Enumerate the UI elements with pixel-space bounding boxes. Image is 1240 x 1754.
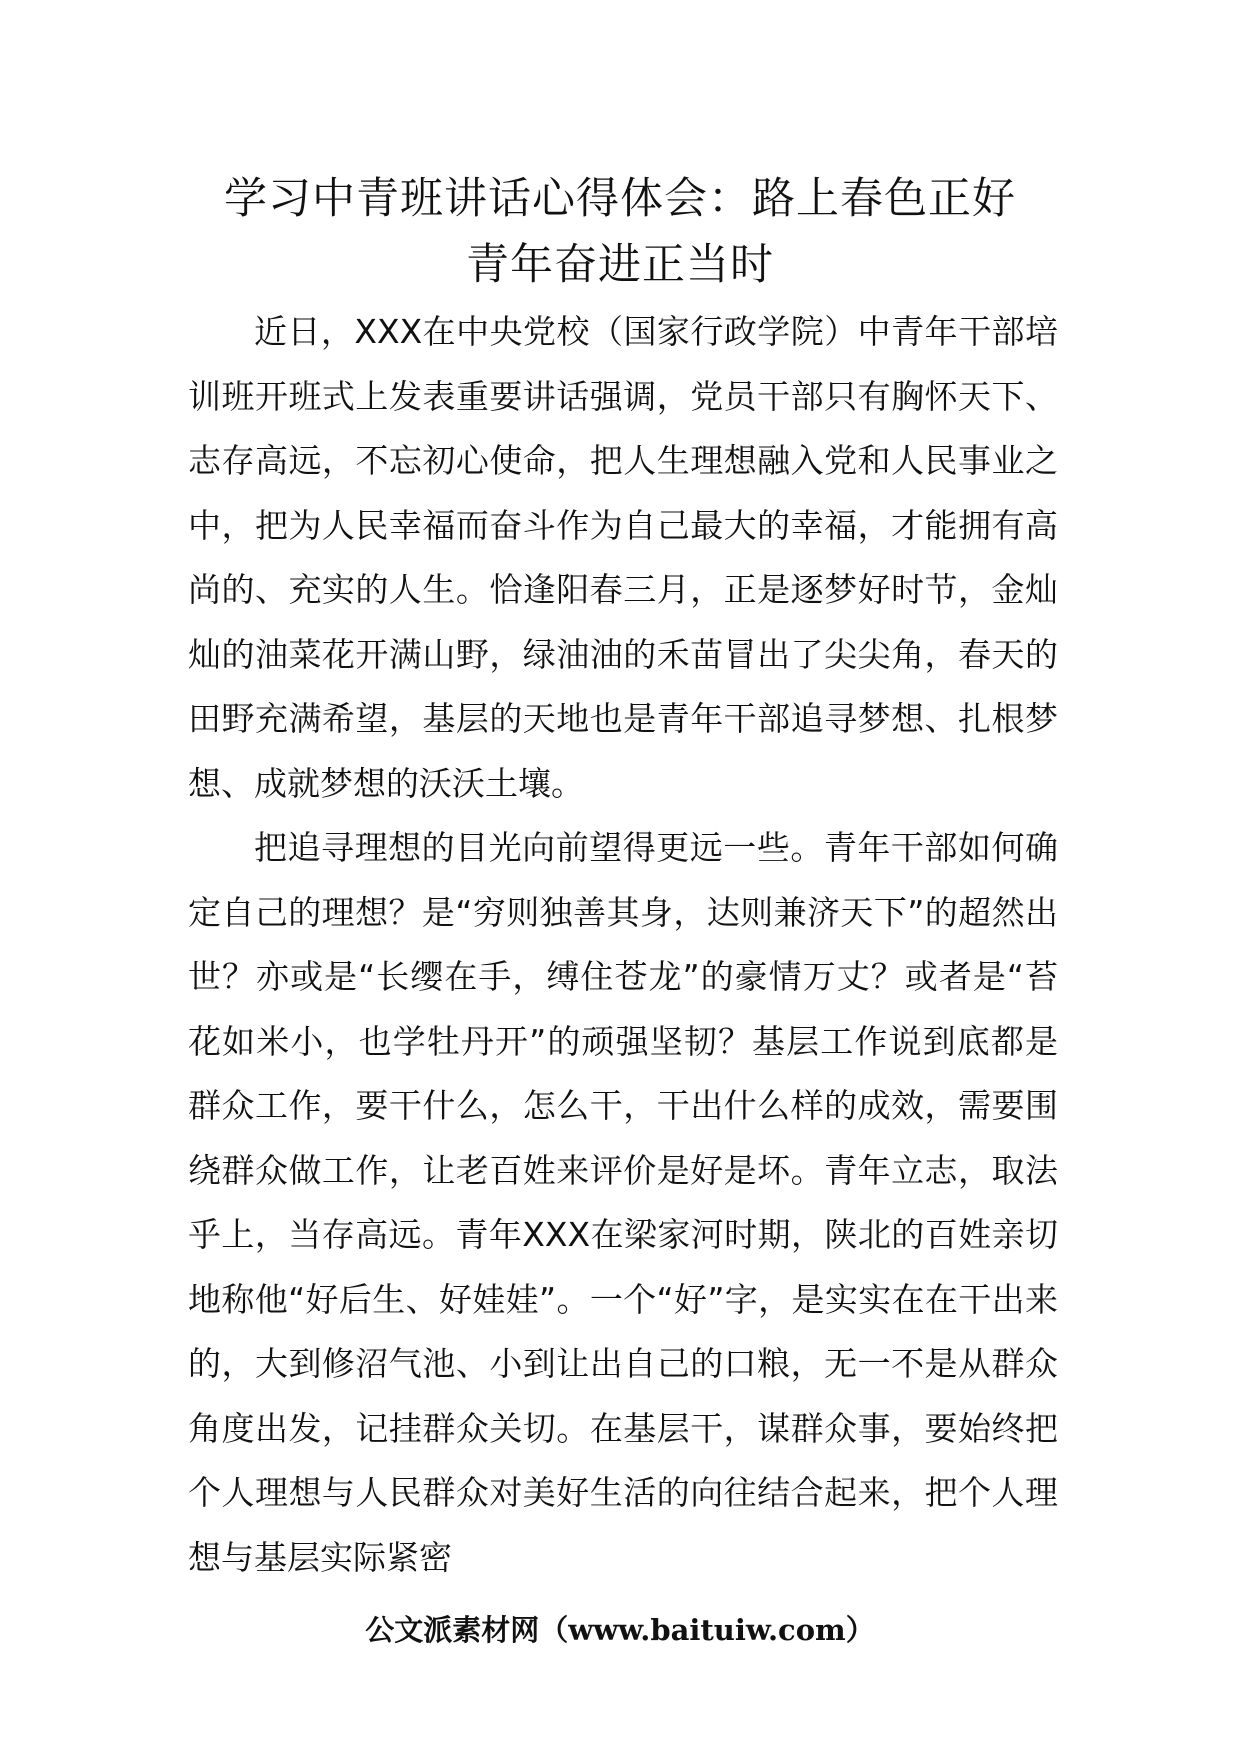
title-line-1: 学习中青班讲话心得体会：路上春色正好: [224, 174, 1016, 224]
document-body: [188, 300, 1058, 1590]
title-line-2: 青年奋进正当时: [466, 240, 774, 290]
paragraph-2: 把追寻理想的目光向前望得更远一些。青年干部如何确定自己的理想？是“穷则独善其身，达则兼济天下”的超然出世？亦或是“长缨在手，缚住苍龙”的豪情万丈？或者是“苔花如米小，也学牡丹开”的顽强坚韧？基层工作说到底都是群众工作，要干什么，怎么干，干出什么样的成效，需要围绕群众做工作，让老百姓来评价是好是坏。青年立志，取法乎上，当存高远。青年XXX在梁家河时期，陕北的百姓亲切地称他“好后生、好娃娃”。一个“好”字，是实实在在干出来的，大到修沼气池、小到让出自己的口粮，无一不是从群众角度出发，记挂群众关切。在基层干，谋群众事，要始终把个人理想与人民群众对美好生活的向往结合起来，把个人理想与基层实际紧密: [188, 828, 1058, 1577]
watermark-footer: 公文派素材网（www.baituiw.com）: [365, 1613, 875, 1647]
paragraph-1: 近日，XXX在中央党校（国家行政学院）中青年干部培训班开班式上发表重要讲话强调，党员干部只有胸怀天下、志存高远，不忘初心使命，把人生理想融入党和人民事业之中，把为人民幸福而奋斗作为自己最大的幸福，才能拥有高尚的、充实的人生。恰逢阳春三月，正是逐梦好时节，金灿灿的油菜花开满山野，绿油油的禾苗冒出了尖尖角，春天的田野充满希望，基层的天地也是青年干部追寻梦想、扎根梦想、成就梦想的沃沃土壤。: [188, 312, 1058, 803]
document-title: [150, 166, 1090, 298]
